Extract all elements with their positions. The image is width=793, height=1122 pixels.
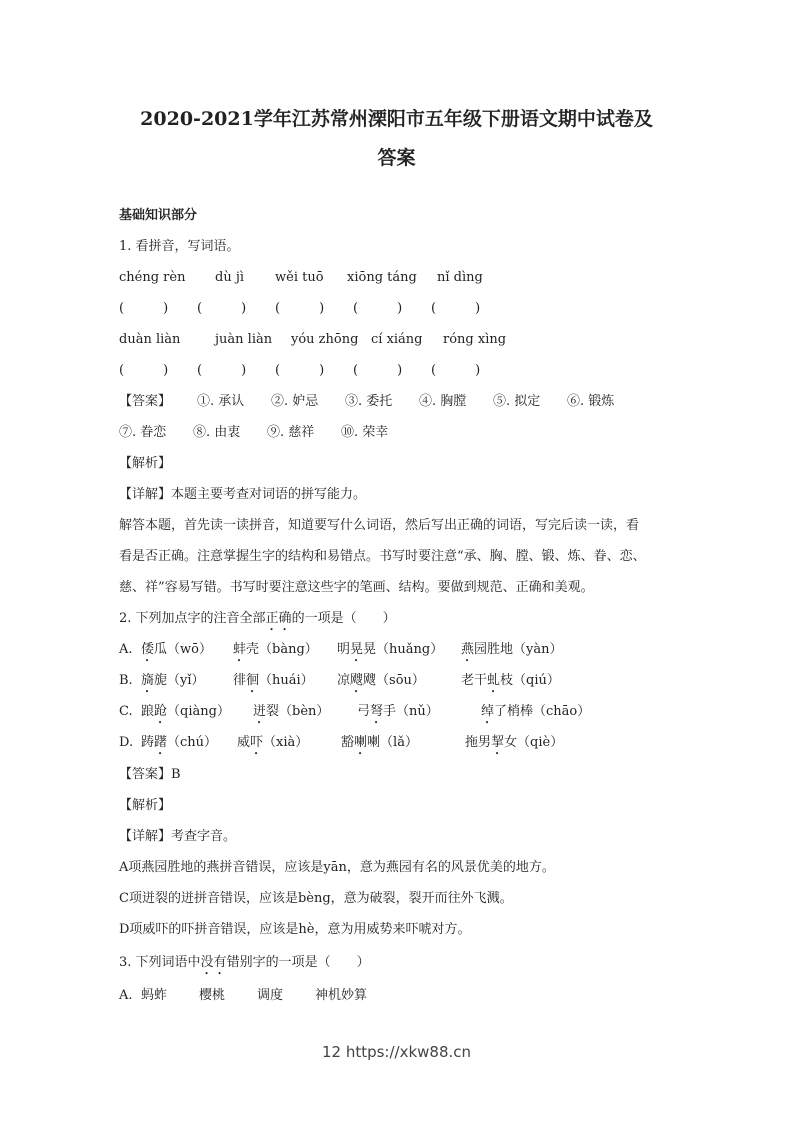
word-pre: 弓 — [357, 704, 371, 719]
q2-stem — [119, 610, 396, 634]
q3-stem-post: 错别字的一项是（ ） — [226, 955, 370, 970]
option-word — [481, 703, 590, 727]
word-pre: 踉 — [141, 704, 155, 719]
word-post: （chú） — [167, 735, 218, 750]
option-word — [141, 672, 233, 696]
word-dotted-char: 躇 — [154, 735, 168, 750]
word-pre: 徘 — [233, 673, 247, 688]
word-dotted-char: 飕 — [350, 673, 364, 688]
answer-item: ⑩. 荣幸 — [341, 425, 389, 440]
q2-stem-post: 的一项是（ ） — [291, 611, 396, 626]
q1-pinyin-row2 — [119, 331, 507, 349]
option-word — [237, 734, 341, 758]
option-word — [461, 672, 560, 696]
pinyin-item: dù jì — [215, 270, 245, 285]
word-pre: 踌 — [141, 735, 155, 750]
page-footer: 12 https://xkw88.cn — [321, 1043, 472, 1061]
q1-answers-row2 — [119, 424, 415, 442]
answer-blank: ( ) — [275, 301, 325, 316]
word-post: 园胜地（yàn） — [474, 642, 563, 657]
word-post: 壳（bàng） — [246, 642, 318, 657]
answer-item: ④. 胸膛 — [419, 394, 467, 409]
q1-answers-row1 — [119, 393, 614, 411]
word-dotted-char: 徊 — [246, 673, 260, 688]
answer-blank: ( ) — [431, 363, 481, 378]
q3-stem-dot: 没有 — [200, 955, 227, 970]
answer-blank: ( ) — [275, 363, 325, 378]
word-post: （huái） — [259, 673, 314, 688]
q2-option-c — [119, 703, 590, 727]
option-word — [141, 703, 253, 727]
option-word: 樱桃 — [199, 988, 226, 1003]
answer-blank: ( ) — [197, 301, 247, 316]
answer-item: ⑨. 慈祥 — [267, 425, 315, 440]
word-dotted-char: 绰 — [481, 704, 495, 719]
word-dotted-char: 跄 — [154, 704, 168, 719]
pinyin-item: chéng rèn — [119, 270, 186, 285]
word-dotted-char: 喇 — [354, 735, 368, 750]
word-post: 喇（lǎ） — [367, 735, 418, 750]
word-post: 了梢棒（chāo） — [494, 704, 591, 719]
word-dotted-char: 迸 — [253, 704, 267, 719]
option-word: 调度 — [257, 988, 284, 1003]
q1-detail: 【详解】本题主要考查对词语的拼写能力。 — [119, 487, 367, 502]
word-post: 枝（qiú） — [500, 673, 560, 688]
word-post: （xià） — [263, 735, 309, 750]
q2-note-a: A项燕园胜地的燕拼音错误，应该是yān，意为燕园有名的风景优美的地方。 — [119, 860, 555, 875]
option-word — [233, 641, 337, 665]
word-dotted-char: 蚌 — [233, 642, 247, 657]
q1-stem: 1. 看拼音，写词语。 — [119, 239, 240, 254]
q3-stem — [119, 954, 370, 978]
option-word — [253, 703, 357, 727]
section-heading: 基础知识部分 — [119, 208, 198, 223]
option-word — [337, 672, 461, 696]
word-pre: 老干 — [461, 673, 488, 688]
answer-label: 【答案】 — [119, 394, 172, 409]
word-dotted-char: 倭 — [141, 642, 155, 657]
word-pre: 拖男 — [465, 735, 492, 750]
option-word — [461, 641, 562, 665]
word-dotted-char: 弩 — [370, 704, 384, 719]
option-word: 蚂蚱 — [141, 988, 168, 1003]
q1-analysis-label: 【解析】 — [119, 456, 172, 471]
answer-blank: ( ) — [353, 301, 403, 316]
answer-item: ⑦. 眷恋 — [119, 425, 167, 440]
option-letter: B. — [119, 673, 133, 688]
word-dotted-char: 虬 — [487, 673, 501, 688]
option-letter: A. — [119, 642, 133, 657]
pinyin-item: cí xiáng — [371, 332, 423, 347]
answer-blank: ( ) — [119, 363, 169, 378]
answer-item: ⑥. 锻炼 — [567, 394, 615, 409]
q1-blanks-row1 — [119, 300, 509, 318]
answer-blank: ( ) — [353, 363, 403, 378]
word-pre: 凉 — [337, 673, 351, 688]
word-dotted-char: 燕 — [461, 642, 475, 657]
word-pre: 威 — [237, 735, 251, 750]
q1-pinyin-row1 — [119, 269, 507, 287]
pinyin-item: róng xìng — [443, 332, 507, 347]
q3-option-a — [119, 987, 367, 1005]
word-post: 女（qiè） — [504, 735, 564, 750]
option-word — [141, 734, 237, 758]
word-dotted-char: 挈 — [491, 735, 505, 750]
answer-blank: ( ) — [197, 363, 247, 378]
word-post: 飕（sōu） — [363, 673, 425, 688]
doc-title-line1: 2020-2021学年江苏常州溧阳市五年级下册语文期中试卷及 — [140, 108, 653, 130]
option-word — [357, 703, 481, 727]
word-pre: 明 — [337, 642, 351, 657]
q1-explain-2: 看是否正确。注意掌握生字的结构和易错点。书写时要注意“承、胸、膛、锻、炼、眷、恋、 — [119, 549, 646, 564]
option-word — [341, 734, 465, 758]
q2-option-d — [119, 734, 563, 758]
word-pre: 豁 — [341, 735, 355, 750]
word-dotted-char: 旖 — [141, 673, 155, 688]
answer-item: ⑧. 由衷 — [193, 425, 241, 440]
q1-blanks-row2 — [119, 362, 509, 380]
option-letter: A. — [119, 988, 133, 1003]
q2-option-a — [119, 641, 562, 665]
doc-title-line2: 答案 — [377, 147, 416, 169]
answer-item: ③. 委托 — [345, 394, 393, 409]
q2-stem-dot: 正确 — [265, 611, 292, 626]
word-post: 瓜（wō） — [154, 642, 212, 657]
option-letter: D. — [119, 735, 134, 750]
option-letter: C. — [119, 704, 133, 719]
word-post: 旎（yǐ） — [154, 673, 205, 688]
pinyin-item: juàn liàn — [215, 332, 273, 347]
option-word — [233, 672, 337, 696]
option-word — [141, 641, 233, 665]
q2-analysis-label: 【解析】 — [119, 798, 172, 813]
answer-blank: ( ) — [431, 301, 481, 316]
q1-explain-1: 解答本题，首先读一读拼音，知道要写什么词语，然后写出正确的词语，写完后读一读，看 — [119, 518, 640, 533]
pinyin-item: xiōng táng — [347, 270, 417, 285]
q2-note-c: C项迸裂的迸拼音错误，应该是bèng，意为破裂，裂开而往外飞溅。 — [119, 891, 513, 906]
q2-stem-pre: 2. 下列加点字的注音全部 — [119, 611, 266, 626]
pinyin-item: wěi tuō — [275, 270, 324, 285]
pinyin-item: yóu zhōng — [291, 332, 359, 347]
q2-note-d: D项威吓的吓拼音错误，应该是hè，意为用威势来吓唬对方。 — [119, 922, 471, 937]
answer-item: ②. 妒忌 — [271, 394, 319, 409]
word-post: 晃（huǎng） — [363, 642, 444, 657]
q1-explain-3: 慈、祥”容易写错。书写时要注意这些字的笔画、结构。要做到规范、正确和美观。 — [119, 580, 594, 595]
answer-blank: ( ) — [119, 301, 169, 316]
word-post: 裂（bèn） — [266, 704, 330, 719]
pinyin-item: nǐ dìng — [437, 270, 483, 285]
answer-item: ①. 承认 — [197, 394, 245, 409]
q3-stem-pre: 3. 下列词语中 — [119, 955, 201, 970]
option-word — [337, 641, 461, 665]
q2-option-b — [119, 672, 560, 696]
q2-detail: 【详解】考查字音。 — [119, 829, 237, 844]
option-word — [465, 734, 563, 758]
word-dotted-char: 吓 — [250, 735, 264, 750]
option-word: 神机妙算 — [315, 988, 368, 1003]
answer-item: ⑤. 拟定 — [493, 394, 541, 409]
word-post: （qiàng） — [167, 704, 230, 719]
word-dotted-char: 晃 — [350, 642, 364, 657]
pinyin-item: duàn liàn — [119, 332, 181, 347]
word-post: 手（nǔ） — [383, 704, 439, 719]
q2-answer: 【答案】B — [119, 767, 181, 782]
